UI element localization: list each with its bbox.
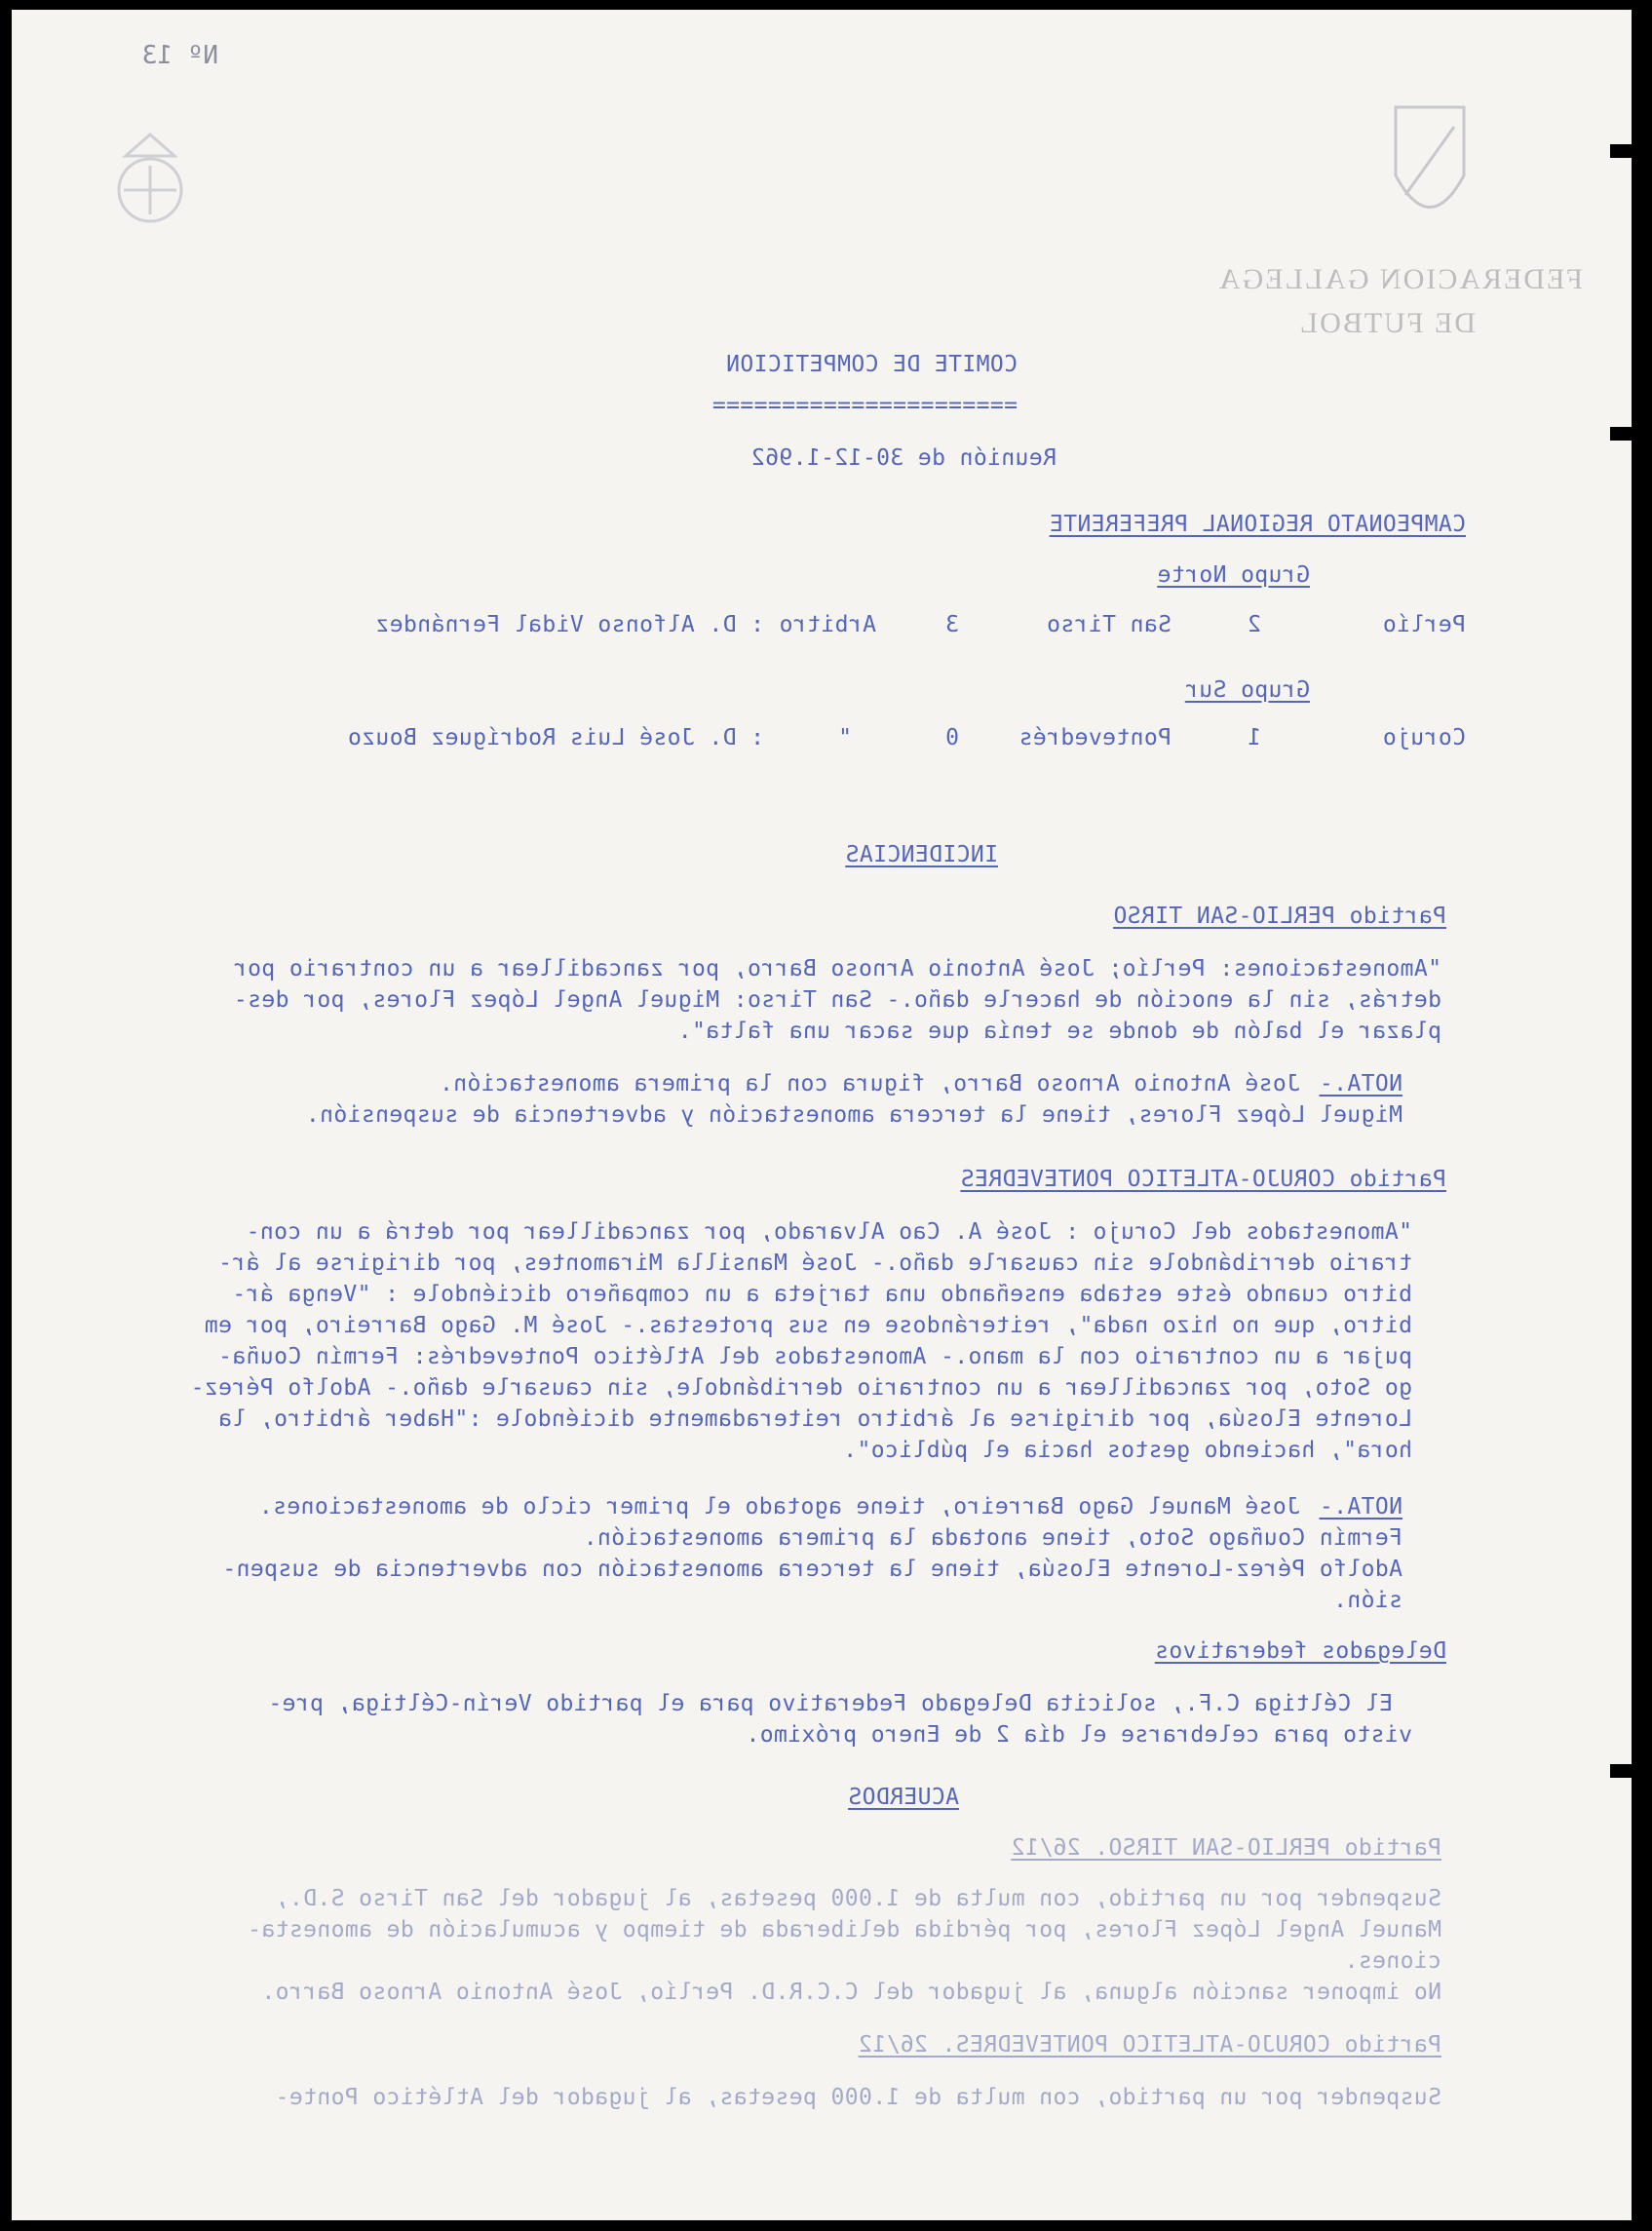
agreement-text-line: No imponer sanción alguna, al jugador del C.C.R.D. Perlío, José Antonio Arnoso Barro. <box>260 1980 1441 2005</box>
agreement-heading: Partido CORUJO-ATLETICO PONTEVEDRES. 26/12 <box>858 2032 1441 2058</box>
away-score: 0 <box>944 725 959 750</box>
note-line: José Manuel Gago Barreiro, tiene agotado el primer ciclo de amonestaciones. <box>258 1494 1300 1519</box>
agreement-text-line: Suspender por un partido, con multa de 1.000 pesetas, al jugador del San Tirso S.D., <box>275 1886 1441 1911</box>
incidence-text-line: Lorente Elosúa, por dirigirse al árbitro reiteradamente diciéndole :"Haber árbitro, la <box>217 1406 1412 1432</box>
incidence-text-line: trario derribándole sin causarle daño.- José Mansilla Miramontes, por dirigirse al ár- <box>217 1250 1412 1276</box>
meeting-date: Reunión de 30-12-1.962 <box>750 445 1057 471</box>
agreement-text-line: Manuel Angel López Flores, por pérdida deliberada de tiempo y acumulación de amonesta- <box>247 1917 1441 1943</box>
away-score: 3 <box>944 612 959 637</box>
agreement-text-line: Suspender por un partido, con multa de 1.000 pesetas, al jugador del Atlético Ponte- <box>275 2085 1441 2110</box>
referee-name: : D. José Luis Rodríguez Bouzo <box>347 725 764 750</box>
agreement-text-line: ciones. <box>1344 1948 1441 1974</box>
incidences-heading: INCIDENCIAS <box>845 842 998 867</box>
note-label: NOTA.- <box>1319 1494 1402 1519</box>
incidence-heading: Partido CORUJO-ATLETICO PONTEVEDRES <box>960 1167 1446 1192</box>
home-score: 1 <box>1247 725 1261 750</box>
group-south-heading: Grupo Sur <box>1184 677 1310 703</box>
crest-seal-icon <box>106 117 194 234</box>
home-team: Perlío <box>1382 612 1466 637</box>
incidence-text-line: plazar el balón de donde se tenía que sacar una falta". <box>677 1019 1441 1044</box>
note-line: Miguel López Flores, tiene la tercera amonestación y advertencia de suspensión. <box>305 1102 1402 1128</box>
away-team: Pontevedrés <box>1018 725 1172 750</box>
note-line: José Antonio Arnoso Barro, figura con la primera amonestación. <box>439 1071 1300 1096</box>
incidence-text-line: detrás, sin la enoción de hacerle daño.- San Tirso: Miguel Angel López Flores, por des- <box>233 987 1441 1013</box>
agreement-heading: Partido PERLIO-SAN TIRSO. 26/12 <box>1011 1835 1441 1861</box>
note-line: sión. <box>1332 1588 1402 1613</box>
home-score: 2 <box>1247 612 1261 637</box>
referee-label: " <box>837 725 852 750</box>
page-title: COMITE DE COMPETICION <box>725 352 1018 377</box>
incidence-text-line: "Amonestaciones: Perlío; José Antonio Arnoso Barro, por zancadillear a un contrario por <box>233 956 1441 981</box>
group-north-heading: Grupo Norte <box>1157 562 1310 588</box>
incidence-text-line: hora", haciendo gestos hacia el público". <box>842 1438 1412 1463</box>
incidence-text-line: pujar a un contrario con la mano.- Amonestados del Atlético Pontevedrés: Fermín Couña- <box>217 1344 1412 1369</box>
home-team: Corujo <box>1382 725 1466 750</box>
letterhead-line-1: FEDERACION GALLEGA <box>1216 263 1583 295</box>
away-team: San Tirso <box>1046 612 1172 637</box>
title-rule: ====================== <box>711 393 1018 418</box>
note-label: NOTA.- <box>1319 1071 1402 1096</box>
delegates-text-line: visto para celebrarse el día 2 de Enero próximo. <box>746 1722 1412 1748</box>
incidence-text-line: "Amonestados del Corujo : José A. Cao Alvarado, por zancadillear por detrá a un con- <box>246 1219 1412 1245</box>
agreements-heading: ACUERDOS <box>848 1785 959 1810</box>
incidence-heading: Partido PERLIO-SAN TIRSO <box>1113 904 1446 929</box>
incidence-text-line: bitro, que no hizo nada", reiterándose en sus protestas.- José M. Gago Barreiro, por em <box>204 1313 1412 1338</box>
mirrored-sheet <box>12 10 1632 2220</box>
incidence-text-line: bitro cuando éste estaba enseñando una tarjeta a un compañero diciéndole : "Venga ár- <box>231 1282 1412 1307</box>
delegates-heading: Delegados federativos <box>1154 1638 1446 1664</box>
championship-heading: CAMPEONATO REGIONAL PREFERENTE <box>1049 512 1466 537</box>
page-number: Nº 13 <box>141 41 218 70</box>
incidence-text-line: go Soto, por zancadillear a un contrario derribándole, sin causarle daño.- Adolfo Pérez- <box>190 1375 1412 1401</box>
document-page <box>12 10 1632 2220</box>
federation-shield-icon <box>1386 97 1474 244</box>
delegates-text-line: El Céltiga C.F., solicita Delegado Federativo para el partido Verín-Céltiga, pre- <box>267 1691 1393 1716</box>
note-line: Adolfo Pérez-Lorente Elosúa, tiene la tercera amonestación con advertencia de suspen- <box>221 1557 1402 1582</box>
note-line: Fermín Couñago Soto, tiene anotada la primera amonestación. <box>583 1525 1402 1551</box>
referee-label: Arbitro <box>779 612 876 637</box>
referee-name: : D. Alfonso Vidal Fernández <box>375 612 764 637</box>
letterhead-line-2: DE FUTBOL <box>1297 307 1476 339</box>
